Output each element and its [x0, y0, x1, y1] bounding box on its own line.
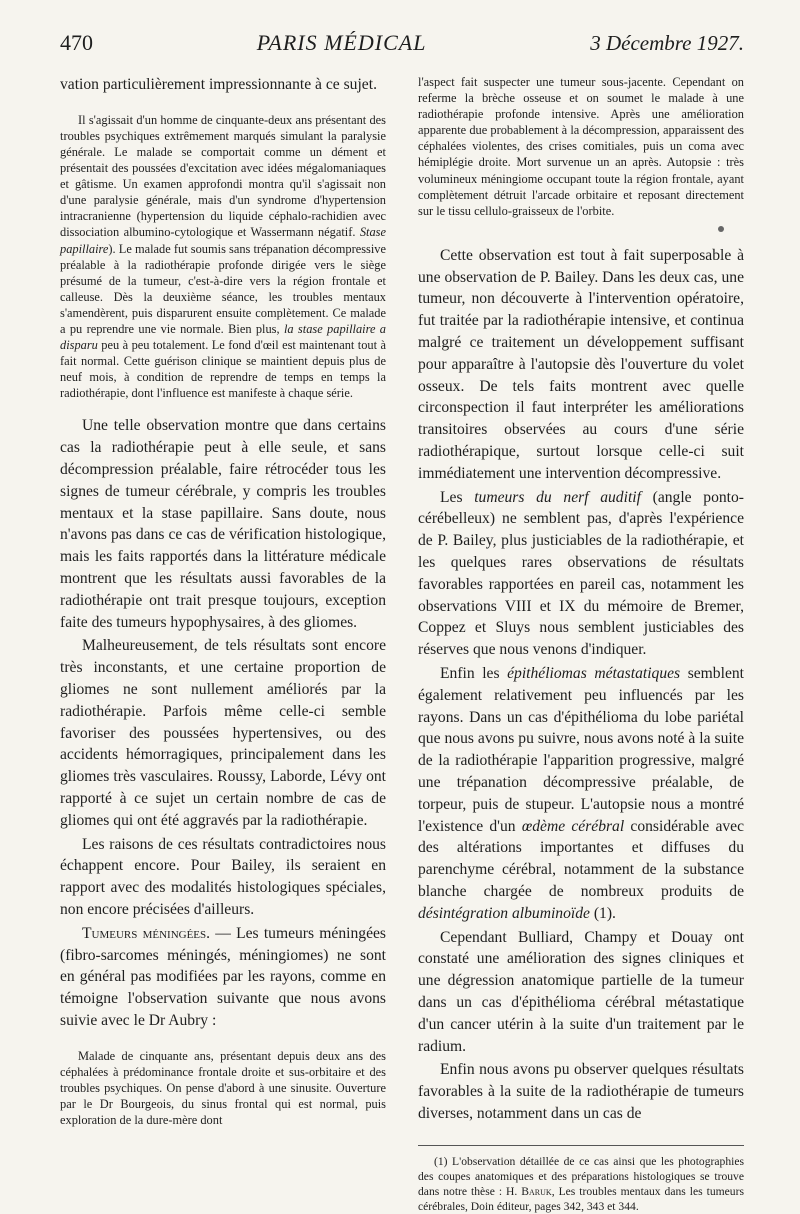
issue-date: 3 Décembre 1927.: [590, 31, 744, 55]
section-meningeal-tumors: Tumeurs méningées. — Les tumeurs méningées (fibro-sarcomes méningés, méningiomes) ne sont en général pas modifiées par les rayons, comme en témoigne l'observation suivante que nous avons suivie avec le Dr Aubry :: [60, 924, 386, 1029]
footnote: (1) L'observation détaillée de ce cas ainsi que les photographies des coupes anatomiques et des préparations histologiques se trouve dans notre thèse : H. Baruk, Les troubles mentaux dans les tumeurs cérébrales, Doin éditeur, pages 342, 343 et 344.: [418, 1154, 744, 1213]
left-column: [60, 74, 386, 1214]
page-number: 470: [60, 30, 93, 55]
ink-dot: [718, 226, 724, 232]
case-report-continued: l'aspect fait suspecter une tumeur sous-jacente. Cependant on referme la brèche osseuse et on soumet le malade à une radiothérapie profonde intensive. Après une amélioration apparente due probablement à la décompression, apparaissent des céphalées violentes, des crises comitiales, puis un coma avec hémiplégie droite. Mort survenue un an après. Autopsie : très volumineux méningiome occupant toute la région frontale, ayant complètement détruit l'arcade orbitaire et reposant directement sur le tissu cellulo-graisseux de l'orbite.: [418, 75, 744, 218]
paragraph: Cette observation est tout à fait superposable à une observation de P. Bailey. Dans les deux cas, une tumeur, non découverte à l'intervention opératoire, fut traitée par la radiothérapie intensive, et continua malgré ce traitement un développement suffisant pour apparaître à l'autopsie dès l'ouverture du volet osseux. De tels faits montrent avec quelle circonspection il faut interpréter les améliorations transitoires observées au cours d'une série radiothérapique, surtout lorsque celle-ci suit immédiatement une intervention décompressive.: [418, 246, 744, 482]
paragraph: Une telle observation montre que dans certains cas la radiothérapie peut à elle seule, et sans décompression préalable, faire rétrocéder tous les signes de tumeur cérébrale, y compris les troubles mentaux et la stase papillaire. Sans doute, nous n'avons pas dans ce cas de vérification histologique, mais les faits rapportés dans la littérature médicale montrent que les résultats aussi favorables de la radiothérapie ont trait presque toujours, exception faite des tumeurs hypophysaires, à des gliomes.: [60, 417, 386, 631]
paragraph: vation particulièrement impressionnante à ce sujet.: [60, 76, 377, 93]
section-heading: Tumeurs méningées.: [82, 924, 211, 942]
text-columns: [60, 74, 744, 1214]
paragraph: Cependant Bulliard, Champy et Douay ont constaté une amélioration des signes cliniques et une dégression anatomique partielle de la tumeur dans un cas d'épithélioma cérébral métastatique d'un cancer utérin à la suite d'un traitement par le radium.: [418, 928, 744, 1055]
page-header: [60, 30, 744, 74]
paragraph: Enfin nous avons pu observer quelques résultats favorables à la suite de la radiothérapie de tumeurs diverses, notamment dans un cas de: [418, 1061, 744, 1122]
paragraph: Malheureusement, de tels résultats sont encore très inconstants, et une certaine proportion de gliomes ne sont nullement améliorés par la radiothérapie. Parfois même celle-ci semble favoriser des poussées hypertensives, ou des accidents hémorragiques, principalement dans les gliomes très vasculaires. Roussy, Laborde, Lévy ont rapporté à ce sujet un certain nombre de cas de gliomes qui ont été aggravés par la radiothérapie.: [60, 637, 386, 829]
case-report: Malade de cinquante ans, présentant depuis deux ans des céphalées à prédominance frontale droite et sus-orbitaire et des troubles psychiques. On pense d'abord à une sinusite. Ouverture par le Dr Bourgeois, du sinus frontal qui est normal, puis exploration de la dure-mère dont: [60, 1048, 386, 1128]
paragraph: Enfin les épithéliomas métastatiques semblent également relativement peu influencés par les rayons. Dans un cas d'épithélioma du lobe pariétal que nous avons pu suivre, nous avons noté à la suite de la radiothérapie l'apparition progressive, malgré une trépanation décompressive préalable, de torpeur, puis de stupeur. L'autopsie nous a montré l'existence d'un œdème cérébral considérable avec des altérations importantes et diffuses du parenchyme cérébral, notamment de la substance blanche chargée de nombreux produits de désintégration albuminoïde (1).: [418, 664, 745, 922]
right-column: [418, 74, 744, 1214]
paragraph: Les tumeurs du nerf auditif (angle ponto-cérébelleux) ne semblent pas, d'après l'expérience de P. Bailey, plus justiciables de la radiothérapie, et les quelques rares observations de résultats favorables rapportées en pareil cas, notamment les observations VIII et IX du mémoire de Bremer, Coppez et Sluys nous semblent justiciables des réserves que nous venons d'indiquer.: [418, 488, 744, 659]
journal-title: PARIS MÉDICAL: [256, 30, 427, 55]
paragraph: Les raisons de ces résultats contradictoires nous échappent encore. Pour Bailey, ils seraient en rapport avec des modalités histologiques spéciales, non encore précisées d'ailleurs.: [60, 835, 386, 919]
case-report: Il s'agissait d'un homme de cinquante-deux ans présentant des troubles psychiques extrêmement marqués simulant la paralysie générale. Le malade se comportait comme un dément et présentait des poussées d'excitation avec idées mégalomaniaques et gâtisme. Un examen approfondi montra qu'il s'agissait non d'une paralysie générale, mais d'un syndrome d'hypertension intracranienne (hypertension du liquide céphalo-rachidien avec dissociation albumino-cytologique et Wassermann négatif. Stase papillaire). Le malade fut soumis sans trépanation décompressive préalable à la radiothérapie profonde dirigée vers le siège présumé de la tumeur, c'est-à-dire vers la région frontale et calleuse. Dès la deuxième séance, les troubles mentaux s'amendèrent, puis disparurent ensuite complètement. Ce malade a pu reprendre une vie normale. Bien plus, la stase papillaire a disparu peu à peu totalement. Le fond d'œil est maintenant tout à fait normal. Cette guérison clinique se maintient depuis plus de neuf mois, à condition de reprendre de temps en temps la radiothérapie, dont l'influence est manifeste à chaque série.: [60, 112, 386, 401]
